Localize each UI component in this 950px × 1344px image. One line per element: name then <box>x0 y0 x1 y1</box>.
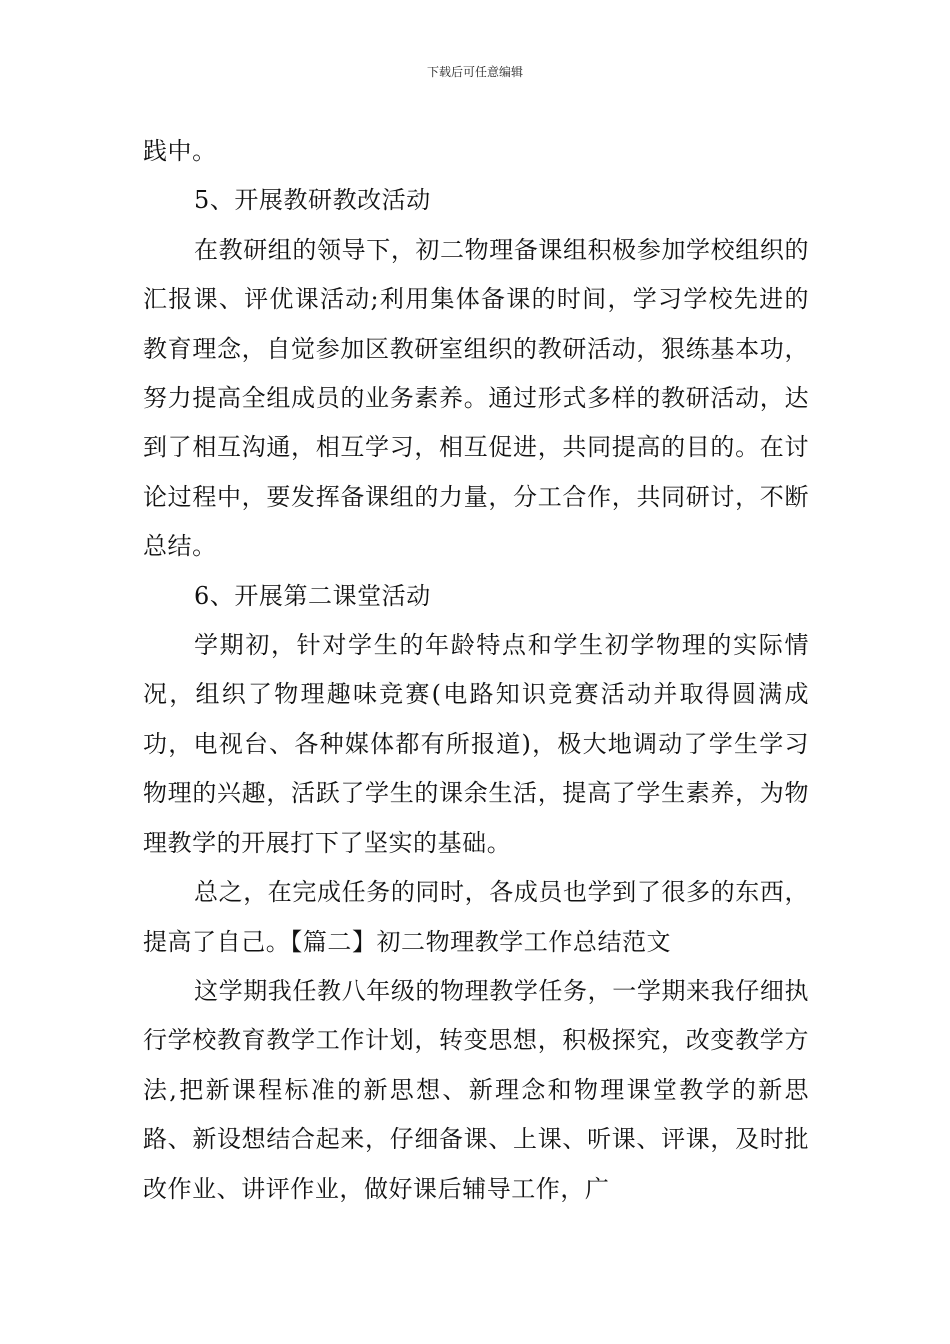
paragraph-second-classroom: 学期初，针对学生的年龄特点和学生初学物理的实际情况，组织了物理趣味竞赛(电路知识竞赛活动并取得圆满成功，电视台、各种媒体都有所报道)，极大地调动了学生学习物理的兴趣，活跃了学生的课余生活，提高了学生素养，为物理教学的开展打下了坚实的基础。 <box>143 631 809 857</box>
document-body <box>143 127 809 1214</box>
page-header: 下载后可任意编辑 <box>426 65 523 79</box>
section-heading-5: 5、开展教研教改活动 <box>194 186 431 215</box>
paragraph-teaching-research: 在教研组的领导下，初二物理备课组积极参加学校组织的汇报课、评优课活动;利用集体备课的时间，学习学校先进的教育理念，自觉参加区教研室组织的教研活动，狠练基本功，努力提高全组成员的业务素养。通过形式多样的教研活动，达到了相互沟通，相互学习，相互促进，共同提高的目的。在讨论过程中，要发挥备课组的力量，分工合作，共同研讨，不断总结。 <box>143 235 809 561</box>
section-heading-6: 6、开展第二课堂活动 <box>194 581 431 610</box>
paragraph-continuation: 践中。 <box>143 137 217 165</box>
paragraph-summary: 总之，在完成任务的同时，各成员也学到了很多的东西，提高了自己。【篇二】初二物理教学工作总结范文 <box>143 878 809 956</box>
paragraph-teaching-work: 这学期我任教八年级的物理教学任务，一学期来我仔细执行学校教育教学工作计划，转变思想，积极探究，改变教学方法,把新课程标准的新思想、新理念和物理课堂教学的新思路、新设想结合起来，仔细备课、上课、听课、评课，及时批改作业、讲评作业，做好课后辅导工作，广 <box>143 976 809 1203</box>
